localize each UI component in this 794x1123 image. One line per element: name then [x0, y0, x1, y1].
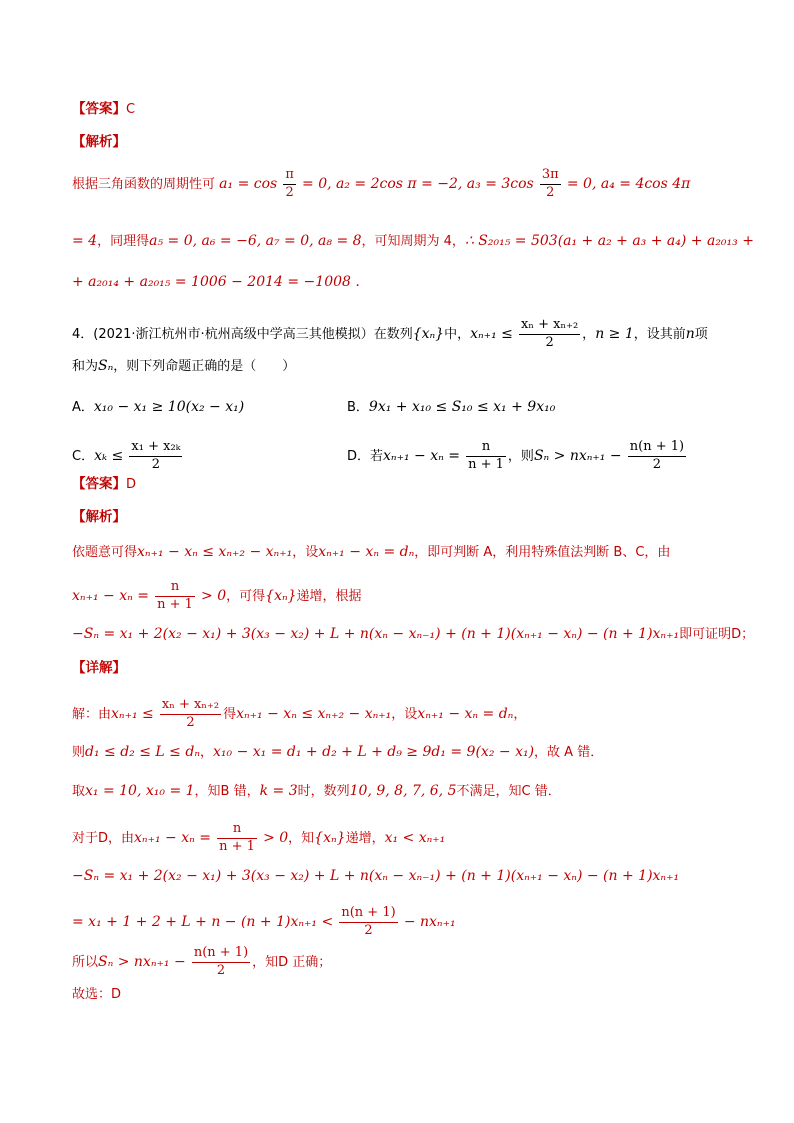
- fraction: $\frac{\text{x₁ + x₂ₖ}}{2}$: [131, 439, 181, 472]
- fraction: $\frac{n}{n + 1}$: [219, 821, 255, 854]
- q4-answer-line: 【答案】D: [72, 476, 137, 492]
- q4-answer-value: D: [126, 477, 137, 492]
- q4-analysis-line-3: −Sₙ = x₁ + 2(x₂ − x₁) + 3(x₃ − x₂) + L + n(xₙ − xₙ₋₁) + (n + 1)(xₙ₊₁ − xₙ) − (n + 1)xₙ₊₁即可证明D；: [72, 626, 755, 642]
- q4-detail-line-1: 解：由xₙ₊₁ ≤ $\frac{\text{xₙ + xₙ₊₂}}{2}$ 得xₙ₊₁ − xₙ ≤ xₙ₊₂ − xₙ₊₁，设xₙ₊₁ − xₙ = dₙ，: [72, 697, 527, 730]
- q4-detail-label: 【详解】: [72, 660, 126, 676]
- fraction: $\frac{n}{n + 1}$: [157, 579, 193, 612]
- q4-detail-line-7: 所以Sₙ > nxₙ₊₁ − $\frac{n(n + 1)}{2}$ ，知D 正确；: [72, 945, 332, 978]
- q4-detail-line-4: 对于D，由xₙ₊₁ − xₙ = $\frac{n}{n + 1}$ > 0，知{xₙ}递增，x₁ < xₙ₊₁: [72, 821, 446, 854]
- q3-answer-value: C: [126, 102, 136, 117]
- q4-detail-line-3: 取x₁ = 10, x₁₀ = 1，知B 错，k = 3时，数列10, 9, 8, 7, 6, 5不满足，知C 错．: [72, 783, 561, 799]
- q4-option-c: C．xₖ ≤ $\frac{\text{x₁ + x₂ₖ}}{2}$: [72, 439, 181, 472]
- q4-stem-line-2: 和为Sₙ，则下列命题正确的是（ ）: [72, 358, 296, 374]
- answer-label: 【答案】: [72, 101, 126, 117]
- q4-analysis-label: 【解析】: [72, 509, 126, 525]
- q3-analysis-line-1: 根据三角函数的周期性可 a₁ = cos $\frac{\pi}{2}$ = 0, a₂ = 2cos π = −2, a₃ = 3cos $\frac{3\pi}{2}$ = 0, a₄ = 4cos 4π: [72, 167, 691, 200]
- q4-option-b: B．9x₁ + x₁₀ ≤ S₁₀ ≤ x₁ + 9x₁₀: [347, 399, 556, 415]
- q3-analysis-label: 【解析】: [72, 134, 126, 150]
- q4-detail-line-5: −Sₙ = x₁ + 2(x₂ − x₁) + 3(x₃ − x₂) + L + n(xₙ − xₙ₋₁) + (n + 1)(xₙ₊₁ − xₙ) − (n + 1)xₙ₊₁: [72, 868, 680, 884]
- fraction: $\frac{\text{xₙ + xₙ₊₂}}{2}$: [161, 697, 220, 730]
- q4-detail-line-6: = x₁ + 1 + 2 + L + n − (n + 1)xₙ₊₁ < $\frac{n(n + 1)}{2}$ − nxₙ₊₁: [72, 905, 456, 938]
- q3-answer-line: [72, 103, 135, 117]
- fraction: $\frac{n(n + 1)}{2}$: [341, 905, 396, 938]
- q3-analysis-line-2: = 4，同理得a₅ = 0, a₆ = −6, a₇ = 0, a₈ = 8，可知周期为 4，∴ S₂₀₁₅ = 503(a₁ + a₂ + a₃ + a₄) + a₂₀₁₃ +: [72, 233, 754, 249]
- fraction: $\frac{3\pi}{2}$: [541, 167, 559, 200]
- fraction: $\frac{\pi}{2}$: [285, 167, 294, 200]
- q4-analysis-line-1: 依题意可得xₙ₊₁ − xₙ ≤ xₙ₊₂ − xₙ₊₁，设xₙ₊₁ − xₙ = dₙ，即可判断 A，利用特殊值法判断 B、C，由: [72, 544, 671, 560]
- q4-detail-line-8: 故选：D: [72, 987, 122, 1002]
- q4-analysis-line-2: xₙ₊₁ − xₙ = $\frac{n}{n + 1}$ > 0，可得{xₙ}递增，根据: [72, 579, 362, 612]
- fraction: $\frac{n(n + 1)}{2}$: [629, 439, 685, 472]
- fraction: $\frac{n(n + 1)}{2}$: [193, 945, 249, 978]
- fraction: $\frac{n}{n + 1}$: [468, 439, 504, 472]
- fraction: $\frac{\text{xₙ + xₙ₊₂}}{2}$: [521, 317, 579, 350]
- q4-stem-line-1: 4．(2021·浙江杭州市·杭州高级中学高三其他模拟）在数列{xₙ}中，xₙ₊₁ ≤ $\frac{\text{xₙ + xₙ₊₂}}{2}$ ，n ≥ 1，设其前n项: [72, 317, 708, 350]
- q4-option-a: A．x₁₀ − x₁ ≥ 10(x₂ − x₁): [72, 399, 245, 415]
- q4-detail-line-2: 则d₁ ≤ d₂ ≤ L ≤ dₙ，x₁₀ − x₁ = d₁ + d₂ + L + d₉ ≥ 9d₁ = 9(x₂ − x₁)，故 A 错．: [72, 744, 604, 760]
- q3-analysis-line-3: + a₂₀₁₄ + a₂₀₁₅ = 1006 − 2014 = −1008 .: [72, 274, 360, 290]
- q4-option-d: D．若xₙ₊₁ − xₙ = $\frac{n}{n + 1}$ ，则Sₙ > nxₙ₊₁ − $\frac{n(n + 1)}{2}$: [347, 439, 685, 472]
